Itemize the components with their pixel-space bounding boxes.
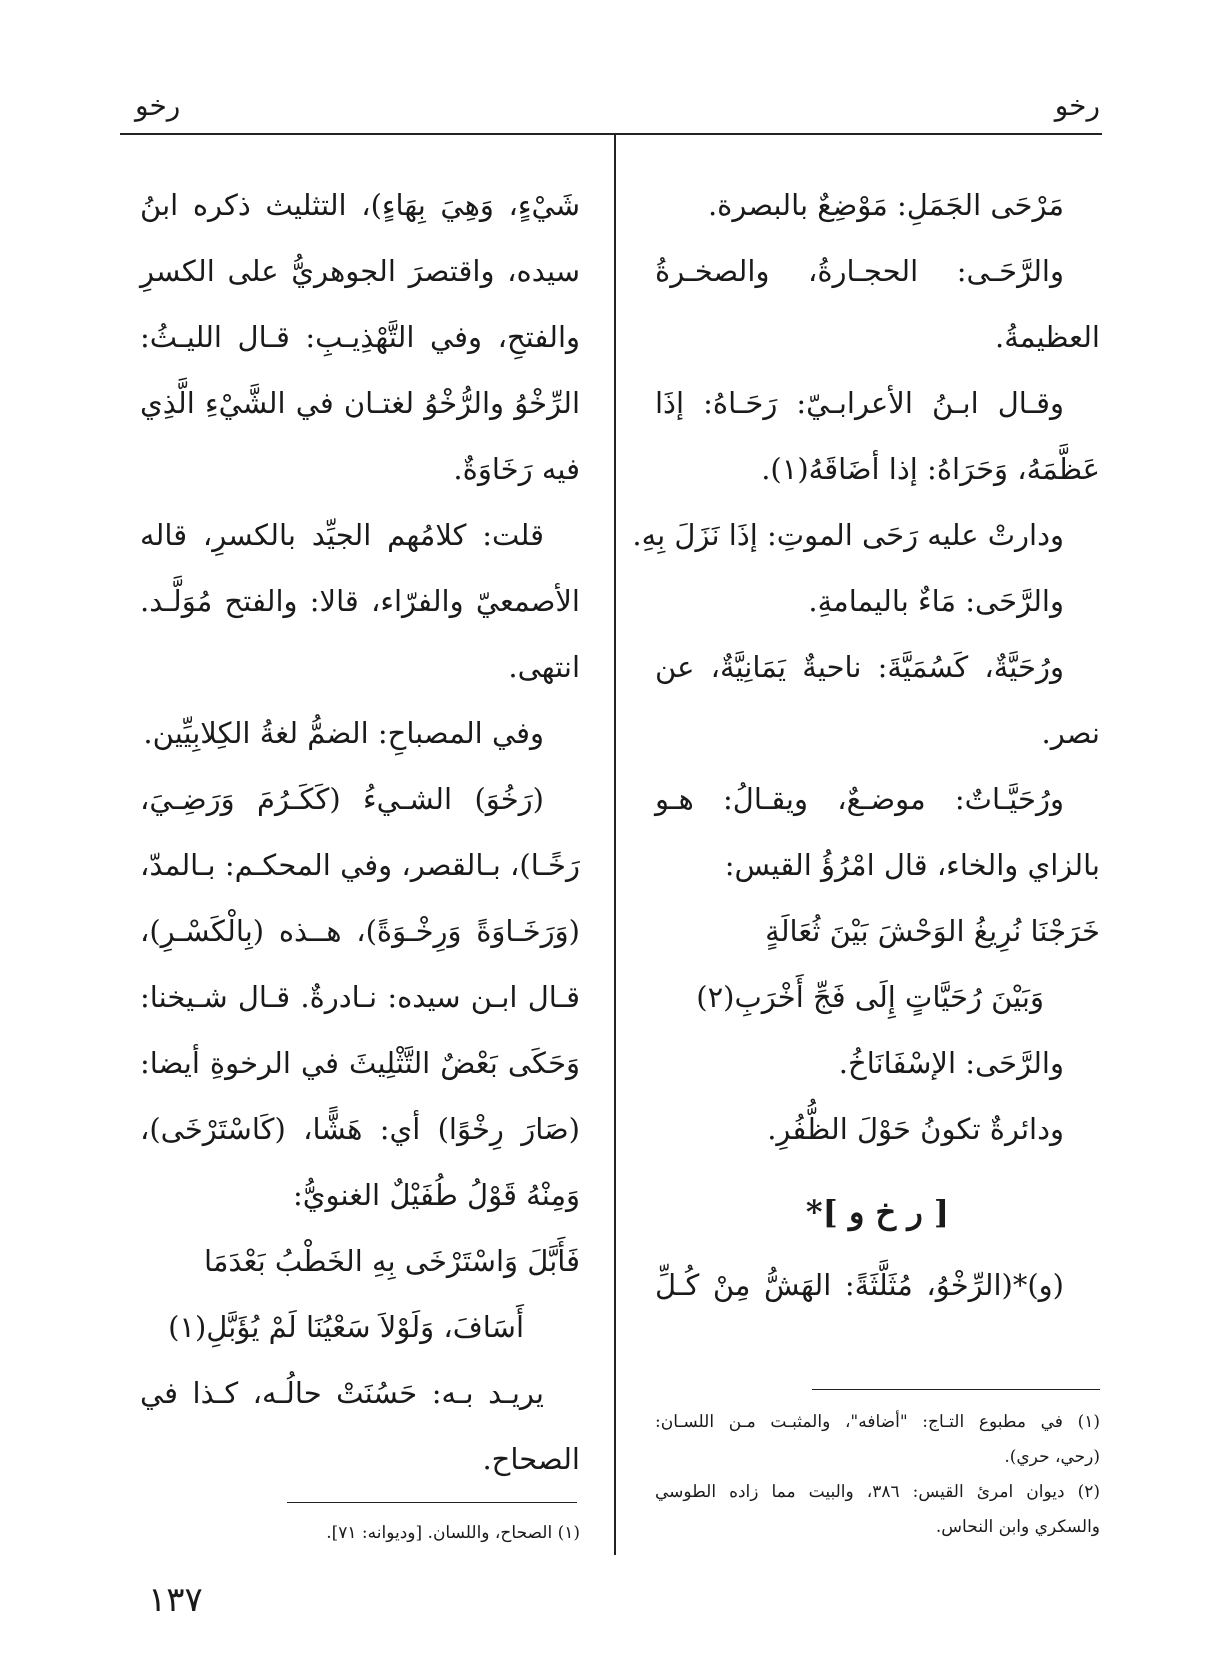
text-line: الصحاح. <box>482 1442 580 1476</box>
footnote-line: (٢) ديوان امرئ القيس: ٣٨٦، والبيت مما زاده الطوسي <box>655 1482 1101 1502</box>
verse-first-hemistich: خَرَجْنَا نُرِيغُ الوَحْشَ بَيْنَ ثُعَالَةٍ <box>765 914 1100 948</box>
header-rule <box>120 133 1102 135</box>
text-line: الرِّخْوُ والرُّخْوُ لغتـان في الشَّيْءِ الَّذِي <box>140 386 580 420</box>
footnote-line: (رحي، حري). <box>1004 1447 1100 1467</box>
text-line: ورُحَيَّـاتٌ: موضـعٌ، ويقـالُ: هـو <box>655 782 1064 816</box>
text-line: قـال ابـن سيده: نـادرةٌ. قـال شـيخنا: <box>140 980 580 1014</box>
text-line: الأصمعيّ والفرّاء، قالا: والفتح مُوَلَّـد. <box>140 584 580 618</box>
text-line: قلت: كلامُهم الجيِّد بالكسرِ، قاله <box>140 518 544 552</box>
left-column-verse <box>140 1228 580 1360</box>
text-line: ورُحَيَّةٌ، كَسُمَيَّةَ: ناحيةٌ يَمَانِيَّةٌ، عن <box>655 650 1064 684</box>
left-column-text-after-verse <box>140 1360 580 1492</box>
text-line: سيده، واقتصرَ الجوهريُّ على الكسرِ <box>140 254 580 288</box>
column-divider <box>614 135 616 1555</box>
verse-first-hemistich: فَأَبَّلَ وَاسْتَرْخَى بِهِ الخَطْبُ بَعْدَمَا <box>204 1244 580 1278</box>
footnote-line: والسكري وابن النحاس. <box>935 1517 1100 1537</box>
left-column <box>140 172 580 1492</box>
right-column <box>632 172 1100 1318</box>
text-line: فيه رَخَاوَةٌ. <box>453 452 580 486</box>
running-head-left: رخو <box>135 89 181 122</box>
left-column-text <box>140 172 580 1228</box>
text-line: وَحَكَى بَعْضٌ التَّثْلِيثَ في الرخوةِ أيضا: <box>140 1046 580 1080</box>
footnote-line: (١) الصحاح، واللسان. [وديوانه: ٧١]. <box>326 1523 580 1543</box>
text-line: (وَرَخَـاوَةً وَرِخْـوَةً)، هــذه (بِالْكَسْـرِ)، <box>140 914 580 948</box>
text-line: والفتحِ، وفي التَّهْذِيـبِ: قـال الليـثُ: <box>140 320 580 354</box>
text-line: (صَارَ رِخْوًا) أي: هَشًّا، (كَاسْتَرْخَى)، <box>140 1112 580 1146</box>
verse-second-hemistich: أَسَافَ، وَلَوْلاَ سَعْيُنَا لَمْ يُؤَبَّلِ(١) <box>168 1310 524 1344</box>
footnote-rule-right <box>812 1389 1100 1390</box>
text-line: انتهى. <box>508 650 580 684</box>
right-column-text <box>632 172 1100 898</box>
entry-heading: [ ر خ و ]* <box>805 1193 950 1231</box>
verse-second-hemistich: وَبَيْنَ رُحَيَّاتٍ إِلَى فَجِّ أَخْرَبِ(٢) <box>696 980 1044 1014</box>
text-line: يريـد بـه: حَسُنَتْ حالُـه، كـذا في <box>140 1376 544 1410</box>
text-line: وقـال ابـنُ الأعرابـيّ: رَحَـاهُ: إذَا <box>655 386 1064 420</box>
text-line: عَظَّمَهُ، وَحَرَاهُ: إذا أضَاقَهُ(١). <box>761 452 1100 486</box>
footnote-line: (١) في مطبوع التـاج: "أضافه"، والمثبـت مـن اللسـان: <box>655 1412 1100 1432</box>
text-line: نصر. <box>1041 716 1100 750</box>
text-line: والرَّحَى: مَاءٌ باليمامةِ. <box>808 584 1064 618</box>
text-line: والرَّحَـى: الحجـارةُ، والصخـرةُ <box>655 254 1064 288</box>
footnotes-right <box>655 1405 1100 1545</box>
text-line: والرَّحَى: الإسْفَانَاخُ. <box>838 1046 1064 1080</box>
right-column-text-after-verse <box>655 1030 1100 1162</box>
text-line: ودارتْ عليه رَحَى الموتِ: إذَا نَزَلَ بِهِ. <box>632 518 1064 552</box>
text-line: شَيْءٍ، وَهِيَ بِهَاءٍ)، التثليث ذكره ابنُ <box>140 188 580 222</box>
text-line: العظيمةُ. <box>995 320 1100 354</box>
footnote-rule-left <box>287 1502 577 1503</box>
text-line: وَمِنْهُ قَوْلُ طُفَيْلٌ الغنويُّ: <box>293 1178 580 1212</box>
running-head-right: رخو <box>1054 89 1100 122</box>
text-line: مَرْحَى الجَمَلِ: مَوْضِعٌ بالبصرة. <box>707 188 1064 222</box>
footnotes-left <box>140 1516 580 1551</box>
text-line: ودائرةٌ تكونُ حَوْلَ الظُّفُرِ. <box>767 1112 1064 1146</box>
entry-text <box>655 1252 1100 1318</box>
right-column-verse <box>655 898 1100 1030</box>
text-line: وفي المصباحِ: الضمُّ لغةُ الكِلابِيِّين. <box>143 716 544 750</box>
text-line: بالزاي والخاء، قال امْرُؤُ القيس: <box>724 848 1100 882</box>
text-line: (و)*(الرِّخْوُ، مُثَلَّثَةً: الهَشُّ مِنْ كُـلِّ <box>655 1268 1064 1302</box>
text-line: (رَخُوَ) الشـيءُ (كَكَـرُمَ وَرَضِـيَ، <box>140 782 544 816</box>
text-line: رَخًـا)، بـالقصر، وفي المحكـم: بـالمدّ، <box>140 848 580 882</box>
page-number: ١٣٧ <box>148 1580 203 1620</box>
